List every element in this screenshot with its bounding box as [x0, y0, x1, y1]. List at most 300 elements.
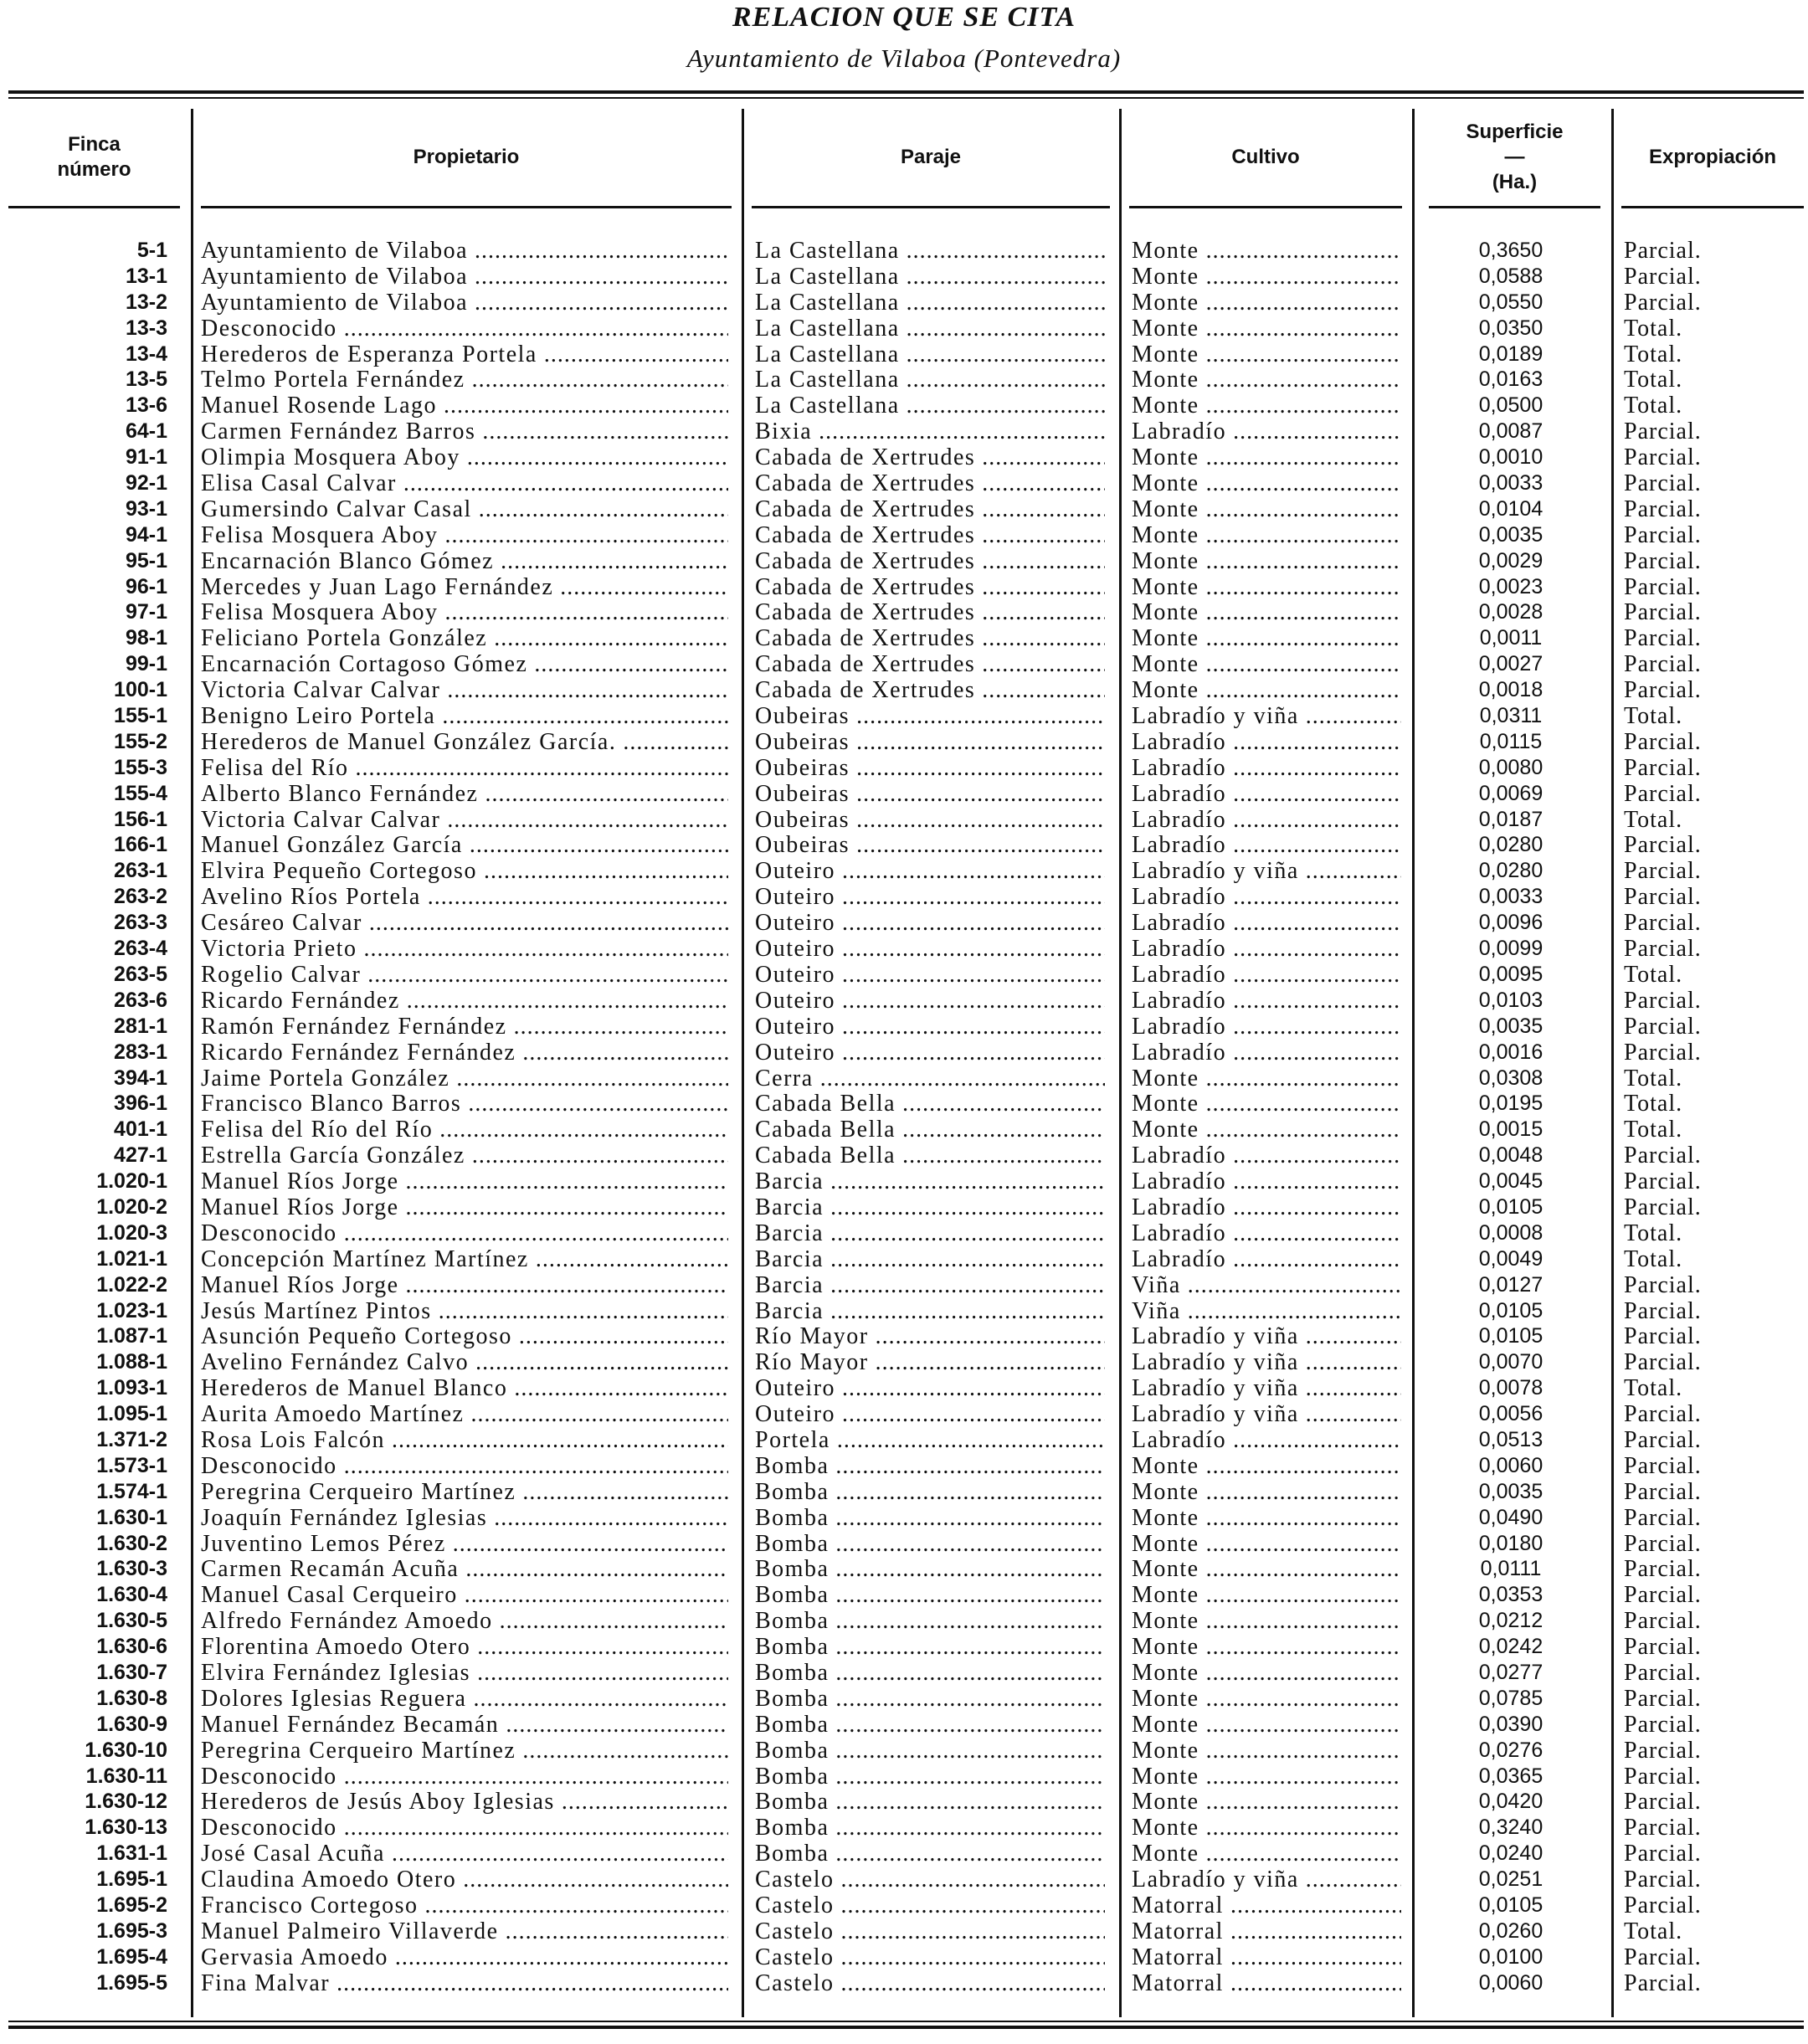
- cultivo-cell: [1132, 470, 1401, 496]
- dot-leader: [1226, 807, 1401, 833]
- paraje-cell: [755, 781, 1105, 807]
- dot-leader: [835, 1401, 1105, 1427]
- cultivo-cell: [1132, 1608, 1401, 1634]
- dot-leader: [337, 1453, 728, 1479]
- paraje-text: Bomba: [755, 1841, 830, 1867]
- cultivo-text: Monte: [1132, 573, 1199, 600]
- dot-leader: [439, 599, 728, 625]
- dot-leader: [1199, 651, 1401, 677]
- dot-leader: [432, 1298, 728, 1324]
- cultivo-cell: [1132, 1918, 1401, 1944]
- expropiacion-cell: Parcial.: [1624, 910, 1702, 937]
- paraje-cell: [755, 1918, 1105, 1944]
- superficie-cell: 0,0420: [1478, 1790, 1543, 1814]
- propietario-cell: [201, 1764, 728, 1790]
- finca-number-cell: 1.630-4: [96, 1583, 167, 1607]
- cultivo-cell: [1132, 729, 1401, 755]
- dot-leader: [1199, 290, 1401, 316]
- finca-number-cell: 13-2: [125, 290, 167, 314]
- table-row: [0, 264, 1808, 290]
- dot-leader: [896, 1143, 1105, 1168]
- paraje-cell: [755, 1040, 1105, 1066]
- header-finca-line2: número: [57, 158, 131, 181]
- superficie-cell: 0,0099: [1478, 937, 1543, 961]
- paraje-text: Outeiro: [755, 858, 836, 885]
- cultivo-cell: [1132, 936, 1401, 962]
- propietario-cell: [201, 1918, 728, 1944]
- dot-leader: [516, 1479, 728, 1505]
- paraje-text: Barcia: [755, 1271, 824, 1298]
- cultivo-text: Viña: [1132, 1297, 1181, 1324]
- paraje-text: Outeiro: [755, 884, 836, 911]
- dot-leader: [487, 1505, 728, 1531]
- superficie-cell: 0,0028: [1478, 600, 1543, 624]
- expropiacion-cell: Parcial.: [1624, 1452, 1702, 1479]
- dot-leader: [829, 1479, 1105, 1505]
- paraje-cell: [755, 832, 1105, 858]
- cultivo-text: Labradío y viña: [1132, 1323, 1299, 1350]
- dot-leader: [399, 1194, 728, 1220]
- paraje-text: Barcia: [755, 1194, 824, 1220]
- expropiacion-cell: Parcial.: [1624, 677, 1702, 704]
- cultivo-cell: [1132, 1582, 1401, 1608]
- paraje-cell: [755, 1505, 1105, 1531]
- dot-leader: [1199, 1686, 1401, 1712]
- propietario-cell: [201, 238, 728, 264]
- table-row: [0, 1194, 1808, 1220]
- dot-leader: [1226, 755, 1401, 781]
- dot-leader: [829, 1531, 1105, 1557]
- header-paraje-label: Paraje: [900, 146, 962, 168]
- cultivo-text: Monte: [1132, 1841, 1199, 1867]
- bottom-rule-thick: [8, 2026, 1804, 2029]
- paraje-text: Bomba: [755, 1504, 830, 1531]
- dot-leader: [337, 1764, 728, 1790]
- dot-leader: [975, 625, 1105, 651]
- finca-number-cell: 1.630-8: [96, 1686, 167, 1710]
- dot-leader: [896, 1091, 1105, 1117]
- expropiacion-cell: Total.: [1624, 1375, 1683, 1402]
- dot-leader: [465, 367, 728, 393]
- dot-leader: [1199, 1660, 1401, 1686]
- paraje-cell: [755, 522, 1105, 548]
- dot-leader: [1199, 677, 1401, 703]
- table-row: [0, 1738, 1808, 1764]
- propietario-cell: [201, 651, 728, 677]
- propietario-cell: [201, 755, 728, 781]
- propietario-text: Ramón Fernández Fernández: [201, 1013, 507, 1040]
- dot-leader: [900, 264, 1105, 290]
- header-superficie-line1: Superficie: [1466, 121, 1564, 143]
- paraje-cell: [755, 1789, 1105, 1815]
- dot-leader: [437, 393, 728, 419]
- expropiacion-cell: Parcial.: [1624, 1194, 1702, 1220]
- finca-number-cell: 1.573-1: [96, 1453, 167, 1477]
- cultivo-cell: [1132, 910, 1401, 936]
- dot-leader: [824, 1220, 1105, 1246]
- dot-leader: [349, 755, 728, 781]
- cultivo-cell: [1132, 1194, 1401, 1220]
- cultivo-text: Labradío: [1132, 1245, 1227, 1272]
- table-row: [0, 625, 1808, 651]
- document-title: RELACION QUE SE CITA: [732, 2, 1076, 33]
- propietario-cell: [201, 1582, 728, 1608]
- paraje-text: Castelo: [755, 1944, 835, 1970]
- cultivo-cell: [1132, 807, 1401, 833]
- propietario-text: Rosa Lois Falcón: [201, 1426, 385, 1453]
- propietario-cell: [201, 290, 728, 316]
- cultivo-cell: [1132, 677, 1401, 703]
- expropiacion-cell: Parcial.: [1624, 625, 1702, 652]
- dot-leader: [900, 316, 1105, 342]
- cultivo-cell: [1132, 1764, 1401, 1790]
- dot-leader: [1199, 470, 1401, 496]
- finca-number-cell: 396-1: [114, 1091, 167, 1116]
- dot-leader: [1299, 1349, 1401, 1375]
- paraje-cell: [755, 316, 1105, 342]
- dot-leader: [835, 1892, 1106, 1918]
- expropiacion-cell: Parcial.: [1624, 1711, 1702, 1738]
- paraje-cell: [755, 1066, 1105, 1091]
- table-row: [0, 444, 1808, 470]
- cultivo-cell: [1132, 1427, 1401, 1453]
- cultivo-cell: [1132, 884, 1401, 910]
- superficie-cell: 0,0069: [1478, 781, 1543, 805]
- table-row: [0, 1272, 1808, 1298]
- paraje-cell: [755, 1298, 1105, 1324]
- table-row: [0, 1427, 1808, 1453]
- header-propietario: [201, 109, 732, 206]
- expropiacion-cell: Total.: [1624, 1065, 1683, 1091]
- dot-leader: [1226, 1014, 1401, 1040]
- dot-leader: [1199, 522, 1401, 548]
- superficie-cell: 0,0018: [1478, 678, 1543, 702]
- propietario-cell: [201, 367, 728, 393]
- finca-number-cell: 91-1: [125, 445, 167, 470]
- superficie-cell: 0,0163: [1478, 367, 1543, 392]
- top-rule-thick: [8, 90, 1804, 94]
- table-row: [0, 342, 1808, 367]
- dot-leader: [1199, 574, 1401, 600]
- expropiacion-cell: Parcial.: [1624, 1634, 1702, 1661]
- propietario-cell: [201, 444, 728, 470]
- paraje-text: Outeiro: [755, 961, 836, 988]
- propietario-text: Elisa Casal Calvar: [201, 470, 397, 497]
- paraje-text: Cabada de Xertrudes: [755, 496, 976, 522]
- dot-leader: [1199, 1738, 1401, 1764]
- superficie-cell: 0,0550: [1478, 290, 1543, 314]
- dot-leader: [468, 238, 728, 264]
- cultivo-cell: [1132, 1143, 1401, 1168]
- header-rule-superficie: [1429, 206, 1600, 208]
- cultivo-cell: [1132, 1531, 1401, 1557]
- dot-leader: [337, 1815, 728, 1841]
- paraje-text: La Castellana: [755, 341, 900, 367]
- dot-leader: [1226, 936, 1401, 962]
- cultivo-cell: [1132, 1789, 1401, 1815]
- cultivo-cell: [1132, 1892, 1401, 1918]
- paraje-text: Outeiro: [755, 936, 836, 963]
- propietario-text: Carmen Fernández Barros: [201, 419, 476, 445]
- expropiacion-cell: Parcial.: [1624, 1659, 1702, 1686]
- propietario-text: Herederos de Manuel Blanco: [201, 1375, 508, 1402]
- paraje-text: Cabada de Xertrudes: [755, 625, 976, 652]
- cultivo-text: Monte: [1132, 651, 1199, 678]
- paraje-cell: [755, 1375, 1105, 1401]
- propietario-text: Gervasia Amoedo: [201, 1944, 388, 1970]
- expropiacion-cell: Parcial.: [1624, 496, 1702, 522]
- dot-leader: [400, 988, 728, 1014]
- table-row: [0, 1505, 1808, 1531]
- cultivo-cell: [1132, 1944, 1401, 1970]
- dot-leader: [850, 832, 1105, 858]
- propietario-text: Florentina Amoedo Otero: [201, 1634, 471, 1661]
- dot-leader: [461, 1091, 728, 1117]
- paraje-cell: [755, 419, 1105, 444]
- cultivo-text: Monte: [1132, 367, 1199, 393]
- paraje-cell: [755, 1194, 1105, 1220]
- dot-leader: [1199, 625, 1401, 651]
- superficie-cell: 0,0240: [1478, 1841, 1543, 1866]
- cultivo-text: Monte: [1132, 1711, 1199, 1738]
- dot-leader: [555, 1789, 728, 1815]
- propietario-cell: [201, 599, 728, 625]
- paraje-text: Cabada de Xertrudes: [755, 470, 976, 497]
- propietario-text: Claudina Amoedo Otero: [201, 1867, 457, 1893]
- dot-leader: [829, 1789, 1105, 1815]
- cultivo-text: Monte: [1132, 1763, 1199, 1790]
- expropiacion-cell: Parcial.: [1624, 1608, 1702, 1635]
- finca-number-cell: 1.630-6: [96, 1635, 167, 1659]
- propietario-text: Herederos de Esperanza Portela: [201, 341, 537, 367]
- propietario-text: Elvira Fernández Iglesias: [201, 1659, 471, 1686]
- dot-leader: [494, 548, 728, 574]
- paraje-text: La Castellana: [755, 238, 900, 264]
- propietario-text: Ayuntamiento de Vilaboa: [201, 289, 468, 316]
- paraje-cell: [755, 1143, 1105, 1168]
- dot-leader: [1226, 781, 1401, 807]
- cultivo-text: Monte: [1132, 1504, 1199, 1531]
- dot-leader: [527, 651, 728, 677]
- dot-leader: [446, 1531, 728, 1557]
- paraje-cell: [755, 1117, 1105, 1143]
- cultivo-cell: [1132, 1660, 1401, 1686]
- paraje-text: Cabada de Xertrudes: [755, 547, 976, 574]
- dot-leader: [1226, 1246, 1401, 1272]
- paraje-cell: [755, 1841, 1105, 1867]
- cultivo-cell: [1132, 599, 1401, 625]
- cultivo-cell: [1132, 290, 1401, 316]
- dot-leader: [1199, 1815, 1401, 1841]
- paraje-cell: [755, 703, 1105, 729]
- dot-leader: [385, 1841, 728, 1867]
- paraje-cell: [755, 367, 1105, 393]
- header-paraje: [752, 109, 1110, 206]
- expropiacion-cell: Parcial.: [1624, 1867, 1702, 1893]
- dot-leader: [829, 1582, 1105, 1608]
- cultivo-text: Monte: [1132, 1065, 1199, 1091]
- cultivo-cell: [1132, 1556, 1401, 1582]
- finca-number-cell: 98-1: [125, 626, 167, 650]
- finca-number-cell: 1.631-1: [96, 1841, 167, 1866]
- paraje-text: Bomba: [755, 1659, 830, 1686]
- propietario-cell: [201, 1091, 728, 1117]
- propietario-cell: [201, 962, 728, 988]
- expropiacion-cell: Total.: [1624, 341, 1683, 367]
- table-row: [0, 832, 1808, 858]
- cultivo-text: Monte: [1132, 315, 1199, 342]
- propietario-cell: [201, 496, 728, 522]
- propietario-cell: [201, 1143, 728, 1168]
- paraje-cell: [755, 625, 1105, 651]
- header-superficie: [1429, 109, 1600, 206]
- header-finca: [8, 109, 180, 206]
- superficie-cell: 0,0277: [1478, 1660, 1543, 1684]
- cultivo-cell: [1132, 1168, 1401, 1194]
- table-row: [0, 1815, 1808, 1841]
- superficie-cell: 0,0070: [1478, 1350, 1543, 1374]
- expropiacion-cell: Total.: [1624, 1091, 1683, 1117]
- table-row: [0, 419, 1808, 444]
- dot-leader: [975, 651, 1105, 677]
- dot-leader: [829, 1738, 1105, 1764]
- header-finca-line1: Finca: [68, 133, 121, 156]
- expropiacion-cell: Parcial.: [1624, 1892, 1702, 1918]
- cultivo-text: Labradío y viña: [1132, 1401, 1299, 1428]
- dot-leader: [1226, 1040, 1401, 1066]
- table-row: [0, 1634, 1808, 1660]
- propietario-text: Gumersindo Calvar Casal: [201, 496, 472, 522]
- paraje-text: Bomba: [755, 1530, 830, 1557]
- propietario-cell: [201, 1220, 728, 1246]
- propietario-text: Manuel Casal Cerqueiro: [201, 1582, 458, 1609]
- paraje-text: Oubeiras: [755, 703, 850, 730]
- cultivo-text: Monte: [1132, 1582, 1199, 1609]
- dot-leader: [1226, 910, 1401, 936]
- dot-leader: [975, 574, 1105, 600]
- dot-leader: [975, 496, 1105, 522]
- cultivo-text: Matorral: [1132, 1918, 1224, 1944]
- superficie-cell: 0,0242: [1478, 1635, 1543, 1659]
- expropiacion-cell: Parcial.: [1624, 1013, 1702, 1040]
- expropiacion-cell: Total.: [1624, 961, 1683, 988]
- expropiacion-cell: Parcial.: [1624, 238, 1702, 264]
- paraje-cell: [755, 496, 1105, 522]
- finca-number-cell: 1.630-11: [85, 1764, 167, 1788]
- dot-leader: [829, 1841, 1105, 1867]
- dot-leader: [385, 1427, 728, 1453]
- superficie-cell: 0,0016: [1478, 1040, 1543, 1064]
- expropiacion-cell: Parcial.: [1624, 263, 1702, 290]
- paraje-cell: [755, 1091, 1105, 1117]
- superficie-cell: 0,0060: [1478, 1970, 1543, 1995]
- superficie-cell: 0,0080: [1478, 755, 1543, 779]
- table-row: [0, 290, 1808, 316]
- superficie-cell: 0,0033: [1478, 885, 1543, 909]
- paraje-cell: [755, 548, 1105, 574]
- propietario-cell: [201, 858, 728, 884]
- finca-number-cell: 94-1: [125, 522, 167, 547]
- expropiacion-cell: Parcial.: [1624, 1504, 1702, 1531]
- finca-number-cell: 155-2: [114, 729, 167, 753]
- cultivo-text: Labradío: [1132, 936, 1227, 963]
- cultivo-text: Monte: [1132, 1685, 1199, 1712]
- propietario-cell: [201, 1556, 728, 1582]
- dot-leader: [900, 393, 1105, 419]
- propietario-text: Ricardo Fernández Fernández: [201, 1039, 516, 1066]
- superficie-cell: 0,0280: [1478, 859, 1543, 883]
- cultivo-cell: [1132, 651, 1401, 677]
- paraje-text: Cabada de Xertrudes: [755, 651, 976, 678]
- table-row: [0, 936, 1808, 962]
- cultivo-text: Labradío: [1132, 1039, 1227, 1066]
- dot-leader: [466, 1686, 728, 1712]
- propietario-cell: [201, 470, 728, 496]
- cultivo-text: Labradío: [1132, 728, 1227, 755]
- expropiacion-cell: Parcial.: [1624, 1763, 1702, 1790]
- propietario-cell: [201, 1401, 728, 1427]
- dot-leader: [1199, 1841, 1401, 1867]
- finca-number-cell: 427-1: [114, 1143, 167, 1168]
- expropiacion-cell: Total.: [1624, 1220, 1683, 1246]
- paraje-text: Bomba: [755, 1789, 830, 1815]
- header-cultivo-label: Cultivo: [1231, 146, 1300, 168]
- superficie-cell: 0,0308: [1478, 1066, 1543, 1090]
- dot-leader: [824, 1246, 1105, 1272]
- superficie-cell: 0,0104: [1478, 496, 1543, 521]
- dot-leader: [850, 703, 1105, 729]
- dot-leader: [1199, 1764, 1401, 1790]
- dot-leader: [477, 858, 728, 884]
- expropiacion-cell: Parcial.: [1624, 1530, 1702, 1557]
- cultivo-cell: [1132, 1634, 1401, 1660]
- table-row: [0, 1918, 1808, 1944]
- propietario-cell: [201, 1168, 728, 1194]
- paraje-cell: [755, 1272, 1105, 1298]
- paraje-cell: [755, 1738, 1105, 1764]
- finca-number-cell: 93-1: [125, 496, 167, 521]
- dot-leader: [896, 1117, 1105, 1143]
- superficie-cell: 0,0180: [1478, 1531, 1543, 1555]
- paraje-cell: [755, 1014, 1105, 1040]
- paraje-text: Outeiro: [755, 987, 836, 1014]
- paraje-cell: [755, 1220, 1105, 1246]
- table-row: [0, 1660, 1808, 1686]
- finca-number-cell: 13-4: [125, 342, 167, 366]
- propietario-cell: [201, 936, 728, 962]
- cultivo-text: Monte: [1132, 496, 1199, 522]
- paraje-text: Río Mayor: [755, 1323, 869, 1350]
- table-row: [0, 1066, 1808, 1091]
- propietario-text: Francisco Blanco Barros: [201, 1091, 462, 1117]
- dot-leader: [337, 316, 728, 342]
- expropiacion-cell: Parcial.: [1624, 1168, 1702, 1195]
- paraje-cell: [755, 807, 1105, 833]
- dot-leader: [812, 419, 1105, 444]
- propietario-text: Dolores Iglesias Reguera: [201, 1685, 467, 1712]
- cultivo-cell: [1132, 625, 1401, 651]
- table-row: [0, 367, 1808, 393]
- top-rule-thin: [8, 97, 1804, 99]
- dot-leader: [900, 367, 1105, 393]
- document-subtitle: Ayuntamiento de Vilaboa (Pontevedra): [686, 44, 1122, 73]
- table-row: [0, 1582, 1808, 1608]
- cultivo-cell: [1132, 1323, 1401, 1349]
- superficie-cell: 0,0127: [1478, 1272, 1543, 1297]
- paraje-cell: [755, 1453, 1105, 1479]
- dot-leader: [1299, 1323, 1401, 1349]
- propietario-text: Juventino Lemos Pérez: [201, 1530, 446, 1557]
